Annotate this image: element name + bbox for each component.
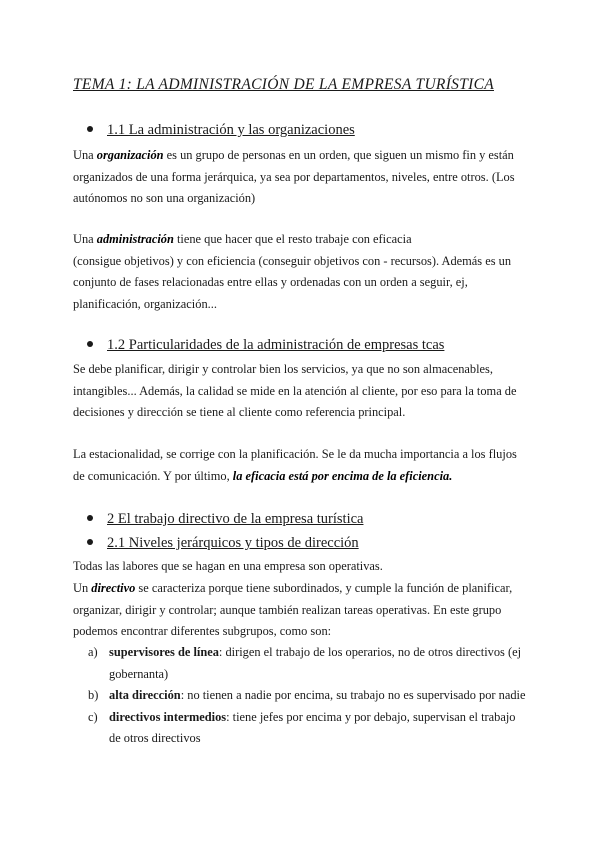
paragraph-particularidades: Se debe planificar, dirigir y controlar bien los servicios, ya que no son almacenables, intangibles... Además, la calidad se mide en la atención al cliente, por eso para la toma de decisiones y dirección se tiene al cliente como referencia principal. — [73, 362, 517, 419]
list-item-text: : no tienen a nadie por encima, su trabajo no es supervisado por nadie — [180, 688, 526, 702]
section-heading-2 — [87, 511, 363, 528]
paragraph-organizacion — [73, 145, 529, 210]
section-heading-text: 1.2 Particularidades de la administración de empresas tcas — [107, 337, 445, 353]
emphasis-eficacia: la eficacia está por encima de la eficiencia. — [232, 468, 453, 483]
page-title: TEMA 1: LA ADMINISTRACIÓN DE LA EMPRESA TURÍSTICA — [73, 76, 494, 93]
list-item — [73, 685, 529, 707]
text-run: tiene que hacer que el resto trabaje con eficacia — [173, 232, 412, 246]
paragraph-estacionalidad — [73, 444, 529, 487]
bullet-icon — [87, 539, 93, 545]
section-heading-1-2 — [87, 337, 444, 354]
paragraph-labores: Todas las labores que se hagan en una empresa son operativas. — [73, 559, 383, 573]
text-run: Una — [73, 148, 97, 162]
term-organizacion: organización — [96, 148, 164, 162]
text-run: (consigue objetivos) y con eficiencia (conseguir objetivos con - recursos). Además es un conjunto de fases relacionadas entre ellas y ordenadas con un orden a seguir, ej, planificación, organización... — [73, 253, 512, 311]
list-item-term: supervisores de línea — [109, 645, 219, 659]
paragraph-directivo — [73, 578, 529, 643]
section-heading-text: 2.1 Niveles jerárquicos y tipos de dirección — [107, 535, 359, 551]
bullet-icon — [87, 126, 93, 132]
paragraph-administracion — [73, 229, 529, 315]
list-item — [73, 707, 529, 750]
list-marker: a) — [88, 645, 98, 659]
term-administracion: administración — [96, 232, 174, 246]
text-run: Un — [73, 581, 92, 595]
list-item-term: alta dirección — [109, 688, 181, 702]
list-item-term: directivos intermedios — [109, 709, 227, 724]
text-run: es un grupo de personas en un orden, que siguen un mismo fin y están organizados de una forma jerárquica, ya sea por departamentos, niveles, entre otros. (Los autónomos no son una organización) — [73, 148, 515, 205]
term-directivo: directivo — [91, 581, 136, 595]
bullet-icon — [87, 515, 93, 521]
subgroups-list — [73, 642, 529, 750]
list-marker: b) — [88, 688, 99, 702]
list-item — [73, 642, 529, 685]
section-heading-1-1 — [87, 122, 355, 139]
text-run: Una — [73, 232, 97, 246]
section-heading-2-1 — [87, 535, 359, 552]
list-item-text: : dirigen el trabajo de los operarios, no de otros directivos (ej gobernanta) — [109, 645, 522, 681]
bullet-icon — [87, 341, 93, 347]
section-heading-text: 2 El trabajo directivo de la empresa turística — [107, 511, 364, 527]
list-item-text: : tiene jefes por encima y por debajo, supervisan el trabajo de otros directivos — [109, 709, 516, 745]
text-run: La estacionalidad, se corrige con la planificación. Se le da mucha importancia a los flujos de comunicación. Y por último, — [73, 447, 517, 483]
list-marker: c) — [88, 709, 98, 724]
text-run: se caracteriza porque tiene subordinados, y cumple la función de planificar, organizar, dirigir y controlar; aunque también realizan tareas operativas. En este grupo podemos encontrar diferentes subgrupos, como son: — [73, 581, 513, 638]
section-heading-text: 1.1 La administración y las organizaciones — [107, 122, 355, 138]
